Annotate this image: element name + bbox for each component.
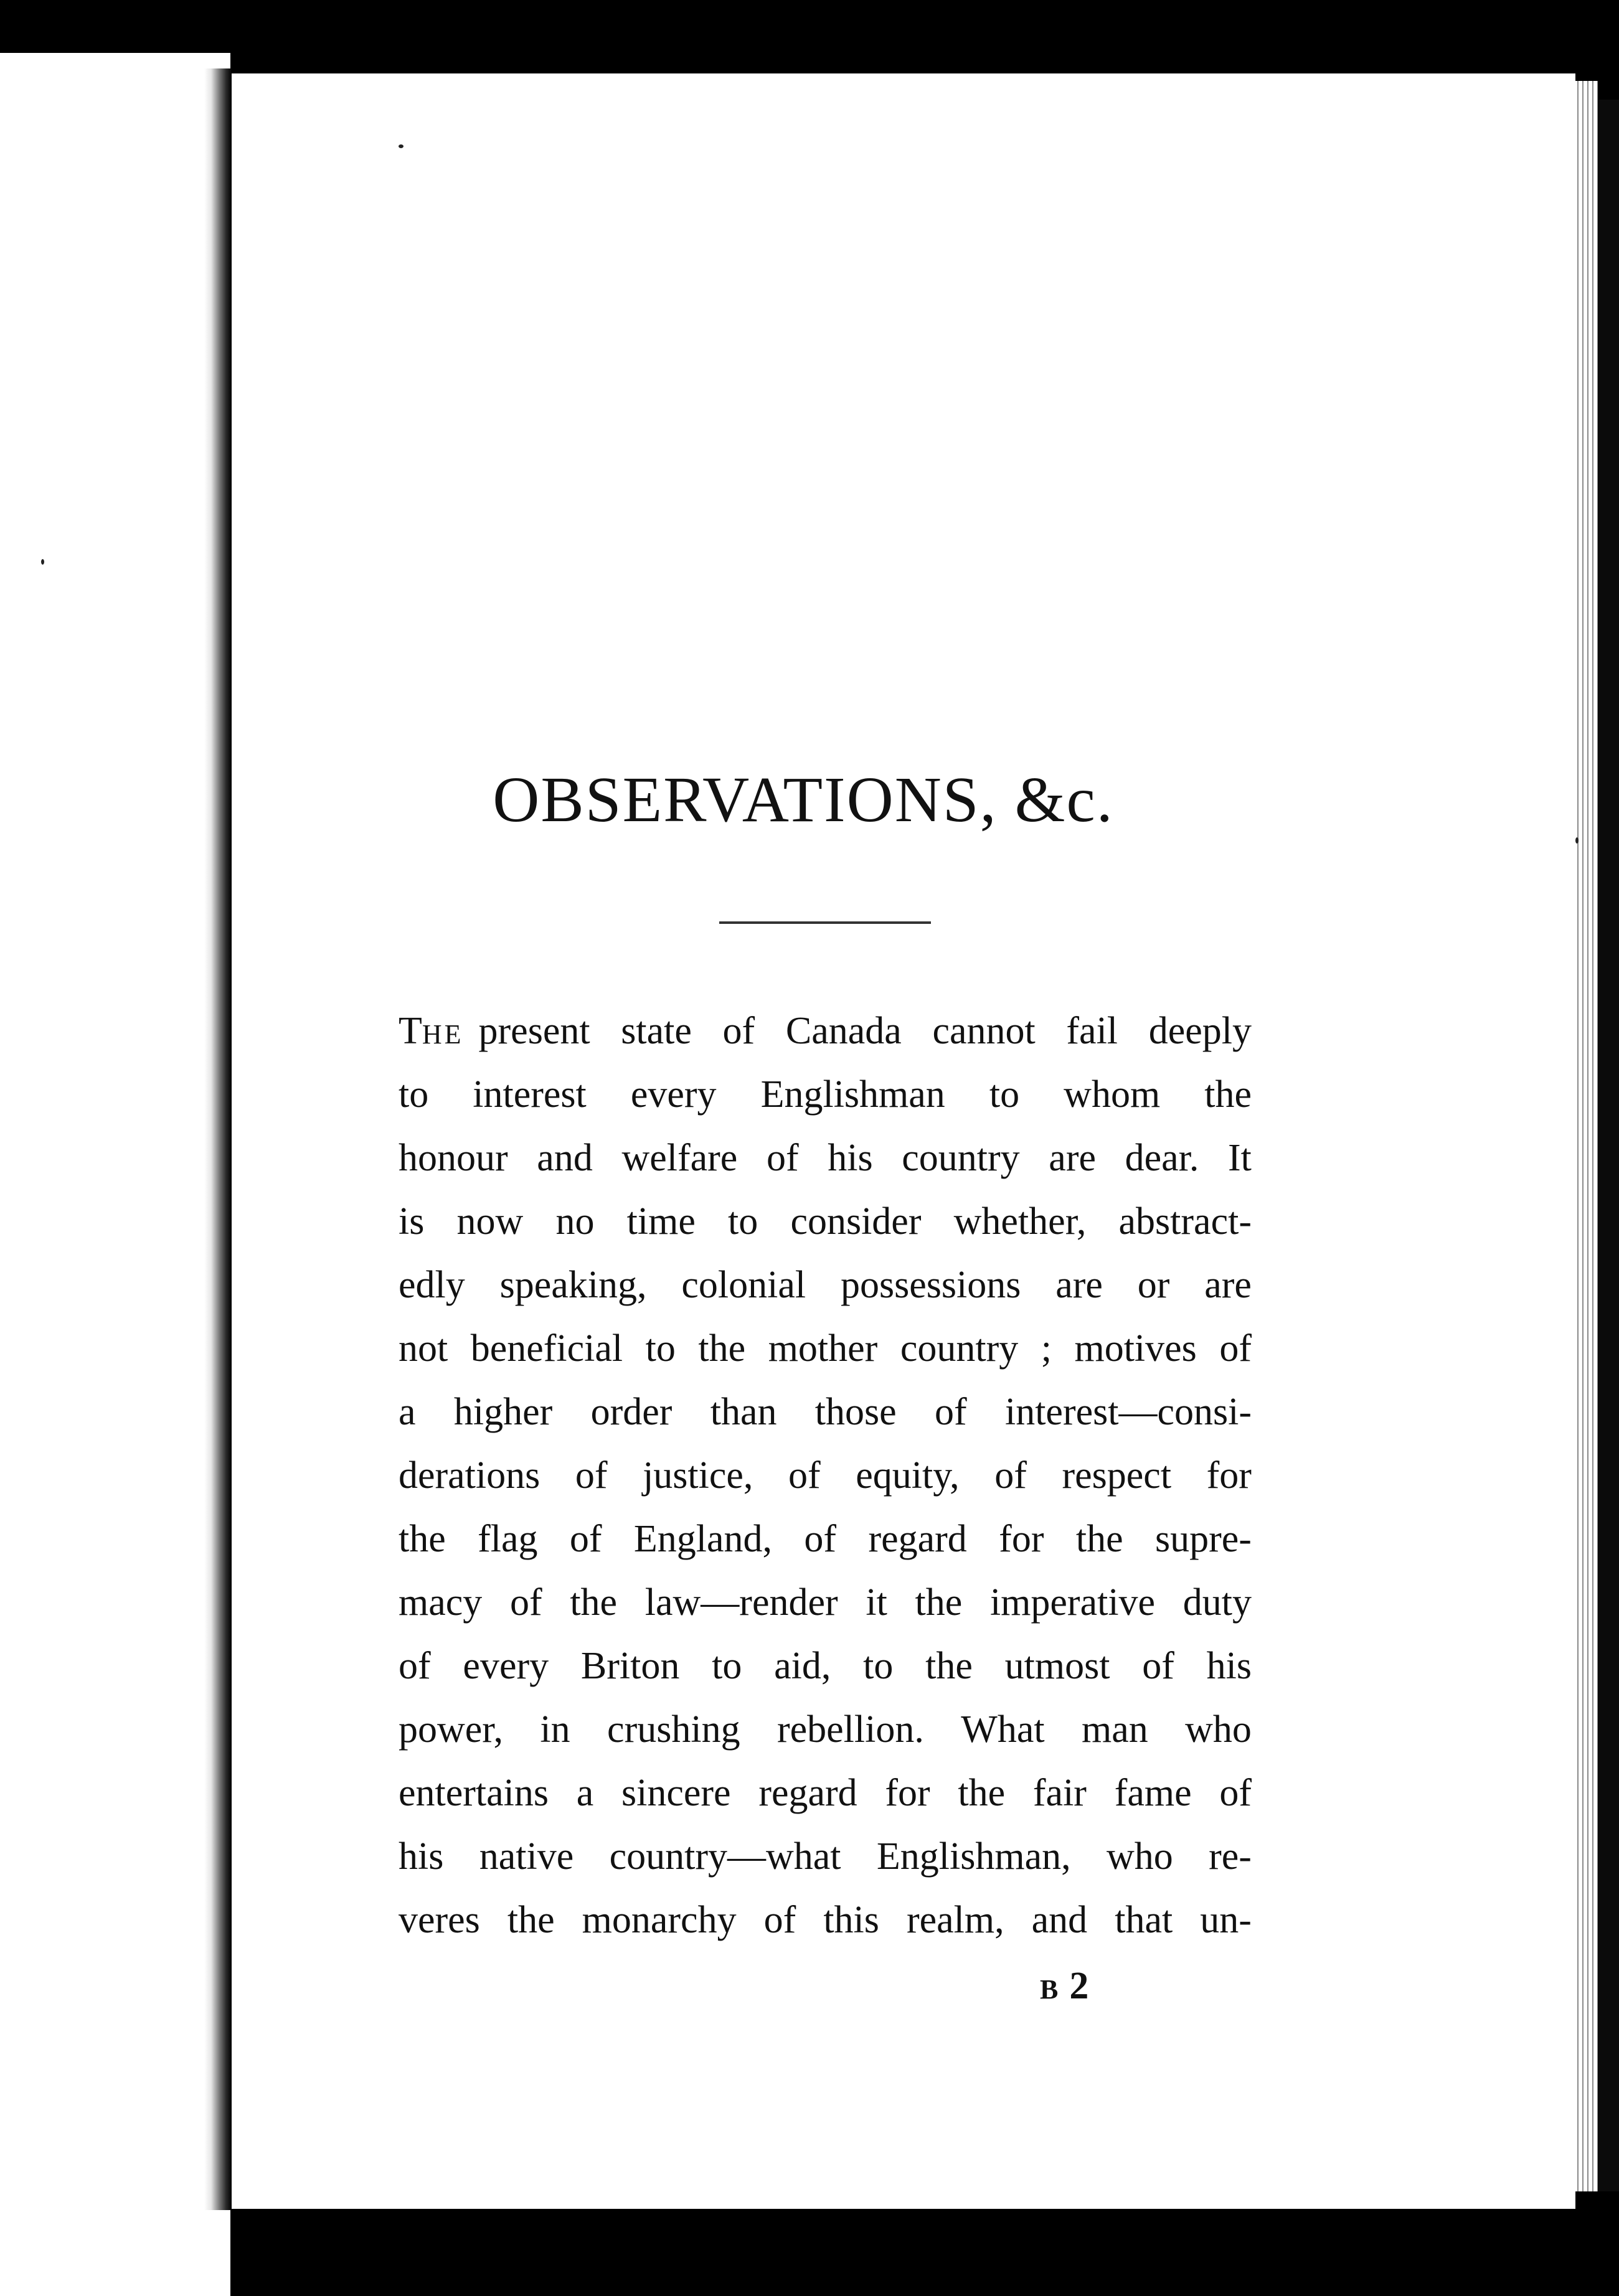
word: man xyxy=(1081,1708,1148,1751)
word: entertains xyxy=(399,1772,549,1814)
word: whether, xyxy=(953,1200,1087,1243)
word: to xyxy=(399,1073,429,1116)
line-text xyxy=(399,1634,1252,1698)
word: whom xyxy=(1064,1073,1161,1116)
ink-speck xyxy=(41,559,44,565)
word: colonial xyxy=(681,1264,806,1306)
word: a xyxy=(399,1391,416,1433)
word: rebellion. xyxy=(777,1708,924,1751)
word: state xyxy=(621,1010,692,1052)
word: to xyxy=(863,1645,894,1687)
word: of xyxy=(399,1645,431,1687)
word: interest—consi- xyxy=(1004,1391,1252,1433)
word: macy xyxy=(399,1581,483,1624)
word: his xyxy=(399,1835,444,1878)
word: the xyxy=(399,1518,446,1560)
word: ; xyxy=(1041,1327,1052,1370)
line-text xyxy=(399,1253,1252,1317)
word: the xyxy=(1075,1518,1123,1560)
word: regard xyxy=(868,1518,967,1560)
word: native xyxy=(479,1835,574,1878)
text-line xyxy=(399,1888,1252,1952)
word: of xyxy=(804,1518,837,1560)
line-text xyxy=(399,1126,1252,1190)
word: What xyxy=(961,1708,1045,1751)
line-text xyxy=(479,999,1252,1063)
word: the xyxy=(925,1645,973,1687)
word: un- xyxy=(1200,1899,1252,1941)
page-edge-shadow xyxy=(1598,100,1619,2191)
word: deeply xyxy=(1148,1010,1252,1052)
text-line xyxy=(399,1634,1252,1698)
word: the xyxy=(507,1899,555,1941)
first-line xyxy=(399,999,1252,1063)
signature-mark xyxy=(1040,1964,1164,2008)
word: for xyxy=(999,1518,1044,1560)
word: country xyxy=(900,1327,1019,1370)
word: monarchy xyxy=(582,1899,737,1941)
line-text xyxy=(399,1888,1252,1952)
word: realm, xyxy=(906,1899,1004,1941)
word: power, xyxy=(399,1708,503,1751)
word: speaking, xyxy=(499,1264,647,1306)
word: re- xyxy=(1209,1835,1252,1878)
line-text xyxy=(399,1444,1252,1507)
text-line xyxy=(399,1190,1252,1253)
word: cannot xyxy=(932,1010,1036,1052)
line-text xyxy=(399,1190,1252,1253)
word: imperative xyxy=(989,1581,1156,1624)
line-text xyxy=(399,1571,1252,1634)
word: now xyxy=(456,1200,524,1243)
word: law—render xyxy=(644,1581,838,1624)
line-text xyxy=(399,1698,1252,1761)
word: that xyxy=(1115,1899,1173,1941)
word: a xyxy=(576,1772,594,1814)
word: his xyxy=(1206,1645,1252,1687)
word: for xyxy=(1206,1454,1252,1497)
word: this xyxy=(823,1899,879,1941)
word: in xyxy=(540,1708,570,1751)
text-line xyxy=(399,1444,1252,1507)
word: fair xyxy=(1032,1772,1087,1814)
word: equity, xyxy=(856,1454,960,1497)
word: veres xyxy=(399,1899,480,1941)
word: edly xyxy=(399,1264,465,1306)
word: the xyxy=(1204,1073,1252,1116)
word: justice, xyxy=(643,1454,753,1497)
word: and xyxy=(537,1137,593,1179)
word: his xyxy=(828,1137,873,1179)
word: of xyxy=(763,1899,796,1941)
text-line xyxy=(399,1317,1252,1380)
facing-page-blank xyxy=(0,53,230,2296)
text-line xyxy=(399,999,1252,1063)
word: of xyxy=(766,1137,799,1179)
opening-small-caps: THE xyxy=(399,1010,464,1052)
text-line xyxy=(399,1253,1252,1317)
word: the xyxy=(570,1581,618,1624)
word: the xyxy=(698,1327,746,1370)
word: mother xyxy=(768,1327,878,1370)
line-text xyxy=(399,1380,1252,1444)
word: motives xyxy=(1074,1327,1197,1370)
body-paragraph xyxy=(399,999,1252,1952)
word: of xyxy=(1142,1645,1174,1687)
word: Briton xyxy=(580,1645,680,1687)
word: country xyxy=(902,1137,1020,1179)
signature-letter: B xyxy=(1040,1974,1059,2005)
page-edges xyxy=(1575,81,1598,2191)
word: country—what xyxy=(609,1835,841,1878)
word: of xyxy=(935,1391,967,1433)
word: of xyxy=(1219,1772,1252,1814)
signature-number: 2 xyxy=(1069,1965,1089,2007)
word: higher xyxy=(453,1391,553,1433)
text-line xyxy=(399,1825,1252,1888)
word: to xyxy=(989,1073,1020,1116)
word: or xyxy=(1137,1264,1170,1306)
word: welfare xyxy=(621,1137,738,1179)
word: crushing xyxy=(607,1708,740,1751)
word: of xyxy=(788,1454,821,1497)
word: it xyxy=(866,1581,887,1624)
text-line xyxy=(399,1571,1252,1634)
book-gutter xyxy=(204,68,232,2210)
page-heading: OBSERVATIONS, &c. xyxy=(493,764,1114,835)
word: abstract- xyxy=(1118,1200,1252,1243)
word: beneficial xyxy=(470,1327,623,1370)
word: possessions xyxy=(840,1264,1021,1306)
word: not xyxy=(399,1327,448,1370)
word: Canada xyxy=(785,1010,902,1052)
word: for xyxy=(885,1772,930,1814)
word: consider xyxy=(790,1200,922,1243)
word: Englishman, xyxy=(876,1835,1071,1878)
word: time xyxy=(626,1200,696,1243)
word: to xyxy=(645,1327,676,1370)
text-line xyxy=(399,1698,1252,1761)
line-text xyxy=(399,1507,1252,1571)
word: of xyxy=(569,1518,602,1560)
word: interest xyxy=(473,1073,587,1116)
word: present xyxy=(478,1010,590,1052)
word: aid, xyxy=(774,1645,831,1687)
text-line xyxy=(399,1380,1252,1444)
word: are xyxy=(1049,1137,1096,1179)
word: of xyxy=(509,1581,542,1624)
word: than xyxy=(710,1391,777,1433)
word: who xyxy=(1106,1835,1173,1878)
word: Englishman xyxy=(760,1073,945,1116)
word: those xyxy=(814,1391,897,1433)
word: respect xyxy=(1062,1454,1172,1497)
text-line xyxy=(399,1507,1252,1571)
word: is xyxy=(399,1200,425,1243)
word: fail xyxy=(1066,1010,1118,1052)
word: of xyxy=(1219,1327,1252,1370)
word: of xyxy=(722,1010,755,1052)
word: It xyxy=(1228,1137,1252,1179)
word: flag xyxy=(478,1518,538,1560)
word: of xyxy=(575,1454,608,1497)
word: every xyxy=(630,1073,717,1116)
word: to xyxy=(728,1200,758,1243)
word: utmost xyxy=(1004,1645,1110,1687)
word: of xyxy=(994,1454,1027,1497)
heading-rule xyxy=(719,921,931,924)
line-text xyxy=(399,1825,1252,1888)
word: regard xyxy=(758,1772,857,1814)
word: the xyxy=(958,1772,1006,1814)
word: to xyxy=(712,1645,742,1687)
word: fame xyxy=(1114,1772,1192,1814)
word: derations xyxy=(399,1454,540,1497)
word: sincere xyxy=(621,1772,731,1814)
word: duty xyxy=(1182,1581,1252,1624)
text-line xyxy=(399,1126,1252,1190)
word: every xyxy=(463,1645,549,1687)
ink-speck xyxy=(1575,837,1579,844)
word: no xyxy=(555,1200,595,1243)
text-line xyxy=(399,1761,1252,1825)
line-text xyxy=(399,1761,1252,1825)
word: honour xyxy=(399,1137,508,1179)
word: order xyxy=(590,1391,673,1433)
word: the xyxy=(915,1581,963,1624)
word: England, xyxy=(633,1518,773,1560)
text-line xyxy=(399,1063,1252,1126)
word: dear. xyxy=(1125,1137,1199,1179)
word: are xyxy=(1204,1264,1252,1306)
word: and xyxy=(1031,1899,1088,1941)
word: who xyxy=(1185,1708,1252,1751)
word: supre- xyxy=(1154,1518,1252,1560)
word: are xyxy=(1055,1264,1103,1306)
ink-speck xyxy=(399,144,404,148)
line-text xyxy=(399,1063,1252,1126)
line-text xyxy=(399,1317,1252,1380)
